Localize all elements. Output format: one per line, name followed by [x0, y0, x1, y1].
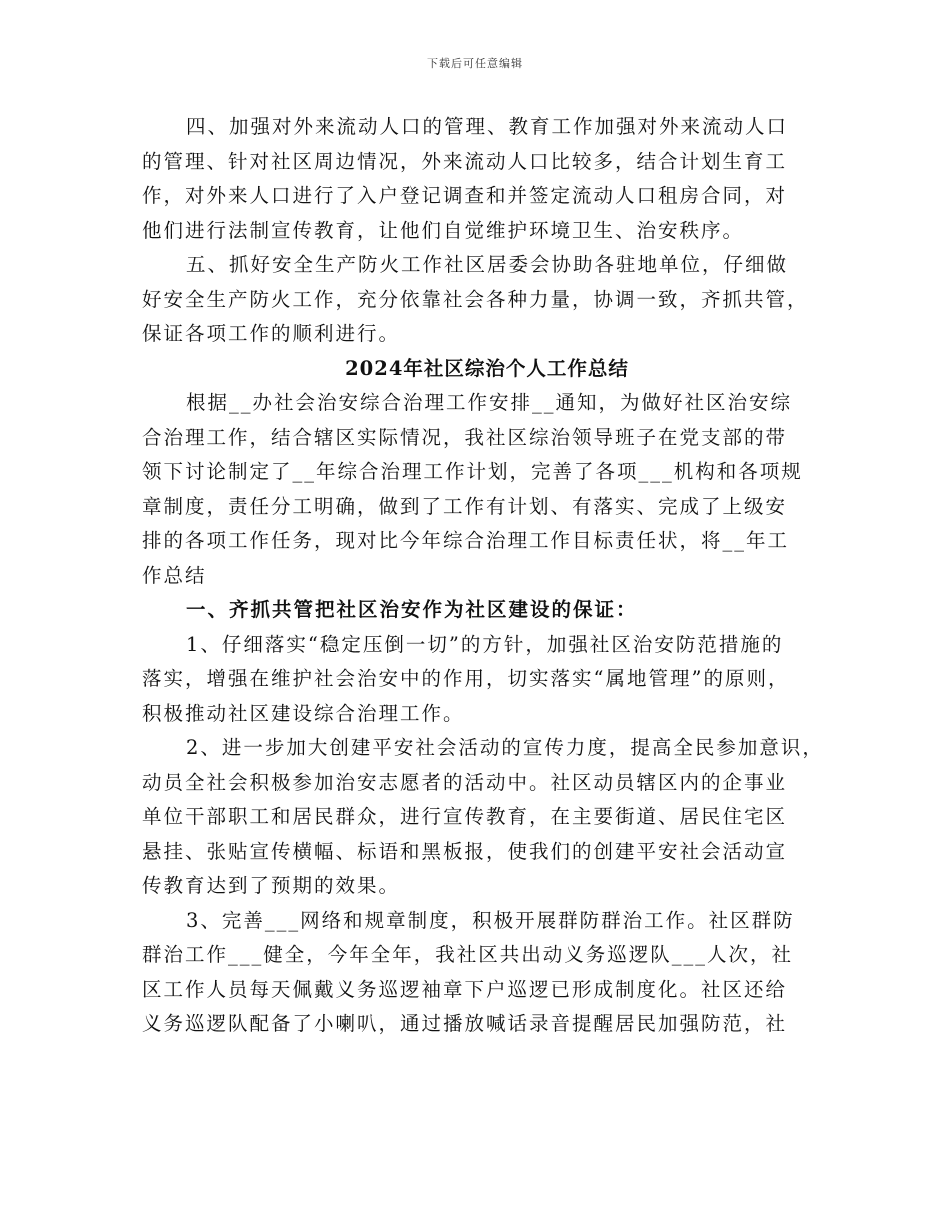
paragraph-line: 传教育达到了预期的效果。 [142, 874, 401, 897]
paragraph-line: 积极推动社区建设综合治理工作。 [142, 701, 465, 725]
paragraph-line: 单位干部职工和居民群众，进行宣传教育，在主要街道、居民住宅区 [142, 805, 788, 828]
paragraph-line: 四、加强对外来流动人口的管理、教育工作加强对外来流动人口 [186, 115, 789, 138]
paragraph-line: 根据__办社会治安综合治理工作安排__通知，为做好社区治安综 [186, 391, 793, 414]
paragraph-line: 合治理工作，结合辖区实际情况，我社区综治领导班子在党支部的带 [142, 425, 788, 449]
paragraph-line: 动员全社会积极参加治安志愿者的活动中。社区动员辖区内的企事业 [142, 770, 788, 794]
header-note: 下载后可任意编辑 [427, 57, 523, 70]
paragraph-line: 章制度，责任分工明确，做到了工作有计划、有落实、完成了上级安 [142, 494, 788, 518]
paragraph-line: 群治工作___健全，今年全年，我社区共出动义务巡逻队___人次，社 [142, 943, 794, 966]
paragraph-line: 好安全生产防火工作，充分依靠社会各种力量，协调一致，齐抓共管， [142, 287, 809, 311]
paragraph-line: 他们进行法制宣传教育，让他们自觉维护环境卫生、治安秩序。 [142, 218, 745, 242]
paragraph-line: 五、抓好安全生产防火工作社区居委会协助各驻地单位，仔细做 [186, 253, 789, 276]
paragraph-line: 作总结 [142, 563, 207, 587]
paragraph-line: 领下讨论制定了__年综合治理工作计划，完善了各项___机构和各项规 [142, 460, 803, 483]
paragraph-line: 3、完善___网络和规章制度，积极开展群防群治工作。社区群防 [186, 908, 795, 932]
section-title: 2024年社区综治个人工作总结 [345, 356, 629, 380]
paragraph-line: 作，对外来人口进行了入户登记调查和并签定流动人口租房合同，对 [142, 184, 788, 207]
paragraph-line: 悬挂、张贴宣传横幅、标语和黑板报，使我们的创建平安社会活动宣 [142, 839, 788, 863]
paragraph-line: 1、仔细落实“稳定压倒一切”的方针，加强社区治安防范措施的 [186, 632, 784, 656]
paragraph-line: 区工作人员每天佩戴义务巡逻袖章下户巡逻已形成制度化。社区还给 [142, 977, 788, 1001]
paragraph-line: 排的各项工作任务，现对比今年综合治理工作目标责任状，将__年工 [142, 529, 790, 552]
paragraph-line: 义务巡逻队配备了小喇叭，通过播放喊话录音提醒居民加强防范，社 [142, 1012, 788, 1035]
document-body [142, 110, 832, 1042]
subsection-heading: 一、齐抓共管把社区治安作为社区建设的保证： [186, 598, 638, 621]
paragraph-line: 落实，增强在维护社会治安中的作用，切实落实“属地管理”的原则， [142, 667, 790, 690]
paragraph-line: 的管理、针对社区周边情况，外来流动人口比较多，结合计划生育工 [142, 149, 788, 173]
paragraph-line: 2、进一步加大创建平安社会活动的宣传力度，提高全民参加意识， [186, 736, 824, 759]
paragraph-line: 保证各项工作的顺利进行。 [142, 322, 401, 345]
